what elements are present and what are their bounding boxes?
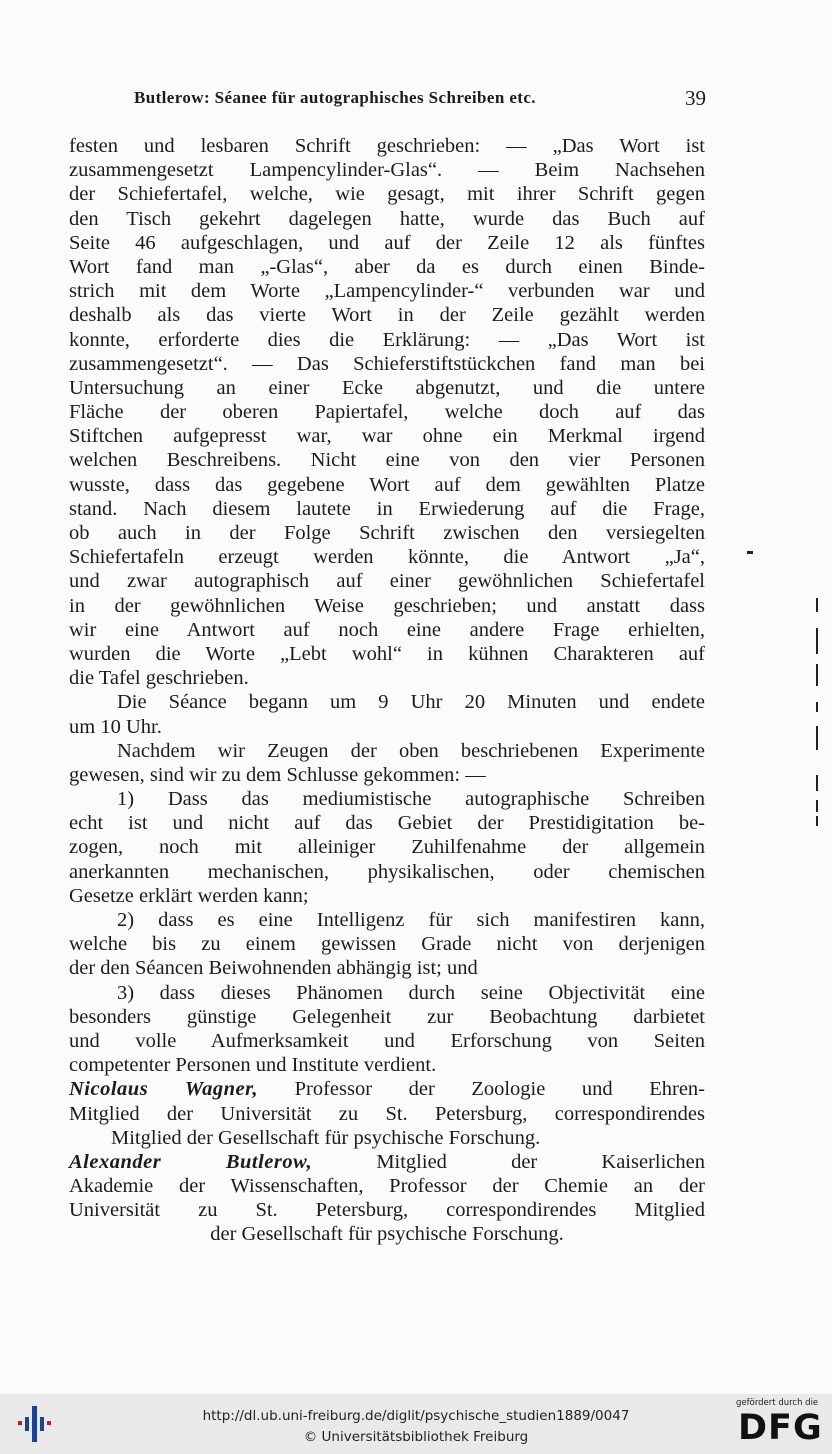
text-line: Schiefertafeln erzeugt werden könnte, die Antwort „Ja“, (69, 546, 705, 569)
text-line: den Tisch gekehrt dagelegen hatte, wurde das Buch auf (69, 207, 705, 230)
copyright-notice: © Universitätsbibliothek Freiburg (303, 1429, 529, 1445)
text-line: deshalb als das vierte Wort in der Zeile gezählt werden (69, 304, 705, 327)
margin-mark (816, 775, 818, 791)
margin-mark (816, 816, 818, 826)
text-line: competenter Personen und Institute verdient. (69, 1054, 437, 1077)
dfg-logo-text: DFG (738, 1408, 823, 1448)
text-line: zogen, noch mit alleiniger Zuhilfenahme der allgemein (69, 836, 705, 859)
text-line: 1) Dass das mediumistische autographische Schreiben (117, 788, 705, 811)
text-line: Nachdem wir Zeugen der oben beschriebenen Experimente (117, 739, 705, 762)
text-line: echt ist und nicht auf das Gebiet der Prestidigitation be- (69, 812, 705, 835)
text-line: wir eine Antwort auf noch eine andere Frage erhielten, (69, 618, 705, 641)
body-text (69, 134, 705, 1247)
margin-mark (816, 664, 818, 686)
text-line: ob auch in der Folge Schrift zwischen den versiegelten (69, 522, 705, 544)
signatory-name: Alexander Butlerow, (69, 1150, 313, 1173)
text-line: anerkannten mechanischen, physikalischen, oder chemischen (69, 860, 705, 883)
document-url[interactable]: http://dl.ub.uni-freiburg.de/diglit/psychische_studien1889/0047 (202, 1408, 630, 1424)
text-line: Untersuchung an einer Ecke abgenutzt, und die untere (69, 376, 705, 399)
text-line: stand. Nach diesem lautete in Erwiederung auf die Frage, (69, 497, 705, 520)
signatory-name: Nicolaus Wagner, (69, 1078, 259, 1101)
text-line: Die Séance begann um 9 Uhr 20 Minuten und endete (117, 691, 705, 714)
text-line: zusammengesetzt Lampencylinder-Glas“. — Beim Nachsehen (69, 159, 705, 182)
dfg-caption: gefördert durch die (736, 1398, 819, 1408)
text-line: Gesetze erklärt werden kann; (69, 884, 309, 907)
margin-mark (816, 726, 818, 750)
text-line: Universität zu St. Petersburg, correspondirendes Mitglied (69, 1199, 705, 1222)
text-line: Seite 46 aufgeschlagen, und auf der Zeile 12 als fünftes (69, 231, 705, 254)
text-line: Mitglied der Universität zu St. Petersburg, correspondirendes (69, 1102, 705, 1125)
margin-mark (747, 551, 753, 554)
page-number: 39 (685, 86, 706, 110)
margin-mark (816, 628, 818, 654)
text-line: und volle Aufmerksamkeit und Erforschung von Seiten (69, 1029, 705, 1052)
text-line: gewesen, sind wir zu dem Schlusse gekommen: — (69, 763, 486, 786)
text-line: um 10 Uhr. (69, 715, 162, 738)
signature-line (69, 1077, 705, 1101)
text-line: 2) dass es eine Intelligenz für sich manifestiren kann, (117, 909, 705, 931)
text-line: Mitglied der Gesellschaft für psychische Forschung. (111, 1126, 541, 1149)
margin-mark (816, 800, 818, 812)
signature-line (69, 1150, 705, 1174)
text-line: die Tafel geschrieben. (69, 667, 249, 690)
signatory-title: Mitglied der Kaiserlichen (312, 1150, 705, 1173)
signatory-title: Professor der Zoologie und Ehren- (258, 1078, 705, 1101)
text-line: wurden die Worte „Lebt wohl“ in kühnen Charakteren auf (69, 642, 705, 665)
text-line: welche bis zu einem gewissen Grade nicht von derjenigen (69, 933, 705, 956)
text-line: und zwar autographisch auf einer gewöhnlichen Schiefertafel (69, 570, 705, 593)
running-title: Butlerow: Séanee für autographisches Schreiben etc. (134, 88, 536, 107)
margin-mark (816, 702, 818, 712)
text-line: der Schiefertafel, welche, wie gesagt, mit ihrer Schrift gegen (69, 183, 705, 206)
text-line: Akademie der Wissenschaften, Professor der Chemie an der (69, 1175, 705, 1198)
text-line: strich mit dem Worte „Lampencylinder-“ verbunden war und (69, 280, 705, 303)
margin-mark (816, 598, 818, 612)
text-line: der den Séancen Beiwohnenden abhängig ist; und (69, 957, 478, 980)
text-line: in der gewöhnlichen Weise geschrieben; und anstatt dass (69, 594, 705, 617)
text-line: wusste, dass das gegebene Wort auf dem gewählten Platze (69, 473, 705, 496)
viewer-footer (0, 1394, 832, 1454)
text-line: Wort fand man „-Glas“, aber da es durch einen Binde- (69, 255, 705, 278)
text-line: konnte, erforderte dies die Erklärung: — „Das Wort ist (69, 328, 705, 351)
text-line: der Gesellschaft für psychische Forschung. (210, 1223, 564, 1246)
dfg-logo (736, 1398, 826, 1450)
page-header (134, 88, 706, 112)
text-line: welchen Beschreibens. Nicht eine von den vier Personen (69, 449, 705, 472)
text-line: Fläche der oberen Papiertafel, welche doch auf das (69, 401, 705, 424)
text-line: zusammengesetzt“. — Das Schieferstiftstückchen fand man bei (69, 352, 705, 375)
text-line: 3) dass dieses Phänomen durch seine Objectivität eine (117, 981, 705, 1004)
text-line: besonders günstige Gelegenheit zur Beobachtung darbietet (69, 1005, 705, 1028)
text-line: Stiftchen aufgepresst war, war ohne ein Merkmal irgend (69, 425, 705, 448)
text-line: festen und lesbaren Schrift geschrieben: — „Das Wort ist (69, 135, 705, 157)
